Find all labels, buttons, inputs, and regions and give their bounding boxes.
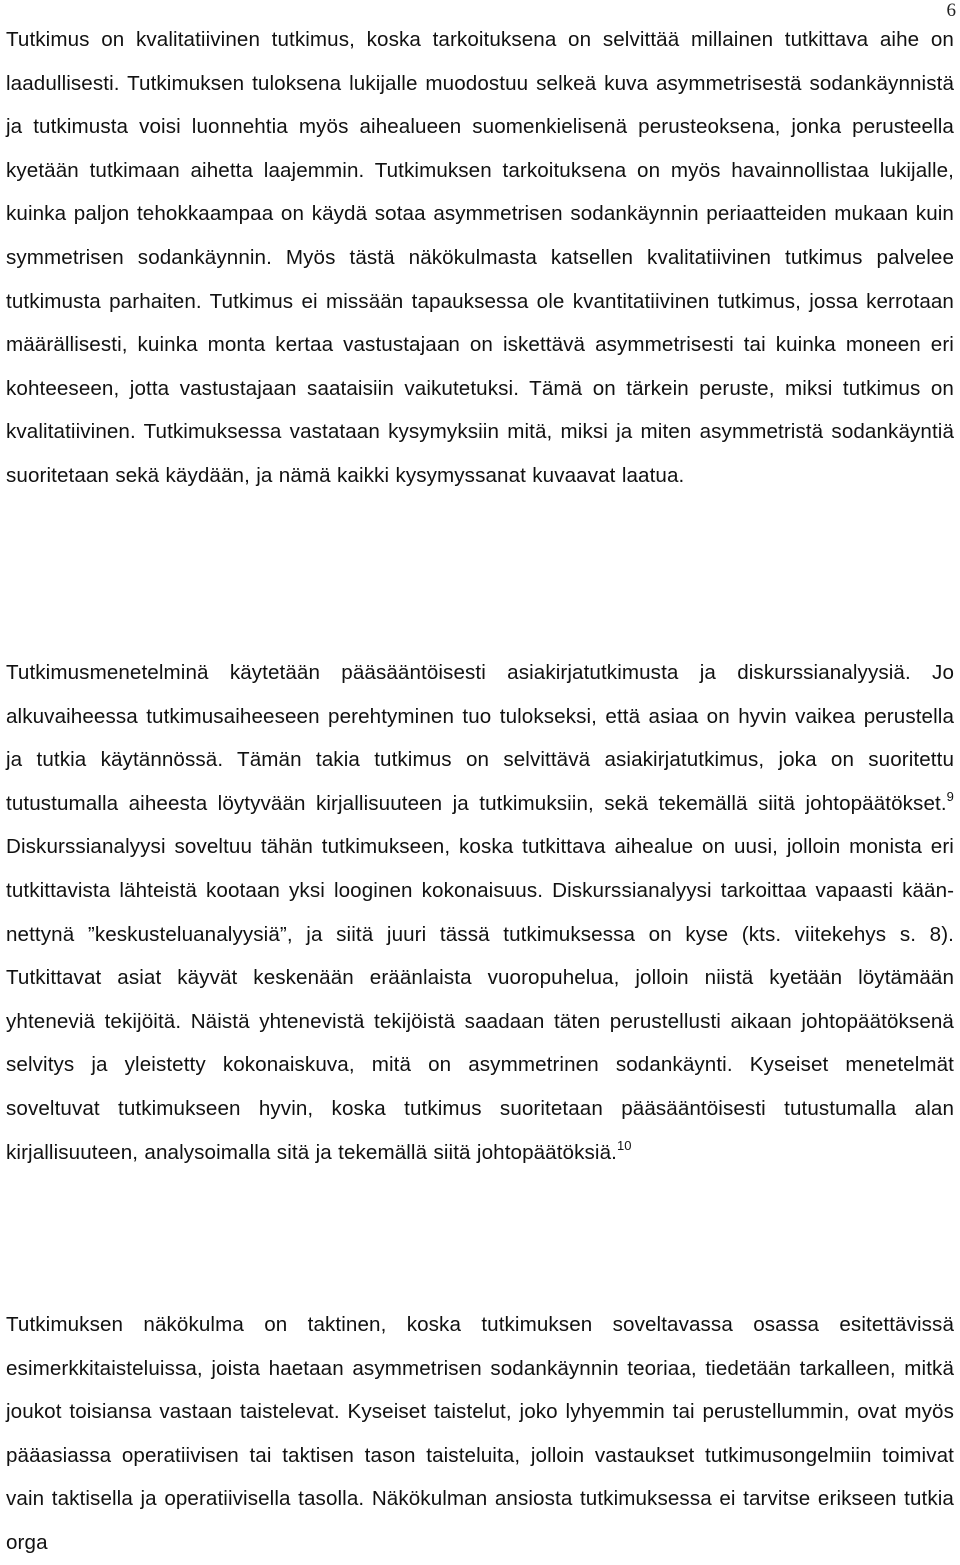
- page-number: 6: [946, 0, 956, 21]
- footnote-reference-9[interactable]: 9: [946, 788, 954, 804]
- paragraph-research-type: Tutkimus on kvalitatiivinen tutkimus, koska tarkoituksena on selvittää millainen tutkittava aihe on laadullisesti. Tutkimuksen tuloksena lukijalle muodostuu selkeä kuva asymmetrisestä sodankäynnistä ja tutkimusta voisi luonnehtia myös aihealueen suomenkielisenä perusteoksena, jonka perusteella kyetään tutkimaan aihetta laajemmin. Tutkimuksen tarkoituksena on myös havainnollistaa lukijalle, kuinka paljon tehokkaampaa on käydä sotaa asymmetrisen sodankäynnin periaatteiden mukaan kuin symmetrisen sodankäynnin. Myös tästä näkökulmasta katsellen kvalitatiivinen tutkimus palvelee tutkimusta parhaiten. Tutkimus ei missään tapauksessa ole kvantitatiivinen tutkimus, jossa kerrotaan määrällisesti, kuinka monta kertaa vastustajaan on iskettävä asymmetrisesti tai kuinka moneen eri kohteeseen, jotta vastustajaan saataisiin vaikutetuksi. Tämä on tärkein peruste, miksi tutkimus on kvalitatiivinen. Tutkimuksessa vastataan kysymyksiin mitä, miksi ja miten asymmetristä sodankäyntiä suoritetaan sekä käydään, ja nämä kaikki kysymyssanat kuvaavat laatua.: [6, 28, 954, 487]
- paragraph-methods-text-part-1: Tutkimusmenetelminä käytetään pääsääntöisesti asiakirjatutkimusta ja diskurssianalyysiä. Jo alkuvaiheessa tutkimusaiheeseen perehtyminen tuo tulokseksi, että asiaa on hyvin vaikea perustella ja tutkia käytännössä. Tämän takia tutkimus on selvittävä asiakirjatutkimus, joka on suoritettu tutustumalla aiheesta löytyvään kirjallisuuteen ja tutkimuksiin, sekä tekemällä siitä johtopäätökset.: [6, 661, 954, 815]
- paragraph-research-perspective: Tutkimuksen näkökulma on taktinen, koska tutkimuksen soveltavassa osassa esitettävissä esimerkkitaisteluissa, joista haetaan asymmetrisen sodankäynnin teoriaa, tiedetään tarkalleen, mitkä joukot toisiansa vastaan taistelevat. Kyseiset taistelut, joko lyhyemmin tai perustellummin, ovat myös pääasiassa operatiivisen tai taktisen tason taisteluita, jolloin vastaukset tutkimusongelmiin toimivat vain taktisella ja operatiivisella tasolla. Näkökulman ansiosta tutkimuksessa ei tarvitse erikseen tutkia orga: [6, 1313, 954, 1554]
- footnote-reference-10[interactable]: 10: [616, 1137, 632, 1153]
- paragraph-research-methods: [6, 651, 954, 1174]
- paragraph-methods-text-part-2: Diskurssianalyysi soveltuu tähän tutkimukseen, koska tutkittava aihealue on uusi, jolloin monista eri tutkittavista lähteistä kootaan yksi looginen kokonaisuus. Diskurssianalyysi tarkoittaa vapaasti käännettynä ”keskusteluanalyysiä”, ja siitä juuri tässä tutkimuksessa on kyse (kts. viitekehys s. 8). Tutkittavat asiat käyvät keskenään eräänlaista vuoropuhelua, jolloin niistä kyetään löytämään yhteneviä tekijöitä. Näistä yhtenevistä tekijöistä saadaan täten perustellusti aikaan johtopäätöksenä selvitys ja yleistetty kokonaiskuva, mitä on asymmetrinen sodankäynti. Kyseiset menetelmät soveltuvat tutkimukseen hyvin, koska tutkimus suoritetaan pääsääntöisesti tutustumalla alan kirjallisuuteen, analysoimalla sitä ja tekemällä siitä johtopäätöksiä.: [6, 835, 954, 1164]
